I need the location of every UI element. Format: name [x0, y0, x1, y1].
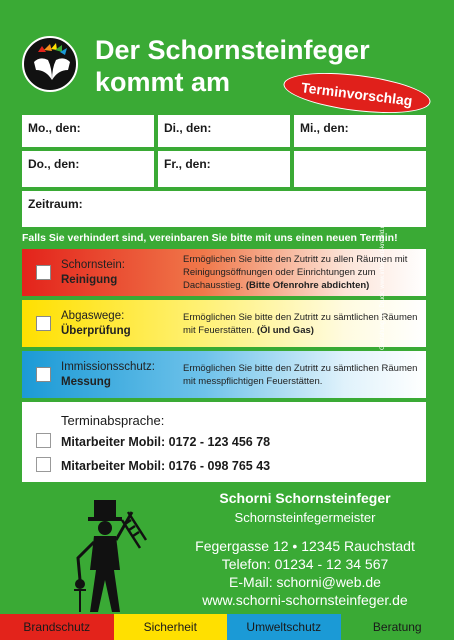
chimney-sweep-icon — [60, 500, 155, 615]
appointment-badge: Terminvorschlag — [281, 66, 432, 120]
mobile2-label: Mitarbeiter Mobil: 0176 - 098 765 43 — [61, 459, 271, 473]
guild-logo — [22, 36, 78, 92]
company-name: Schorni Schornsteinfeger — [219, 490, 391, 506]
page-title: Der Schornsteinfeger kommt am — [95, 35, 370, 97]
mobile1-label: Mitarbeiter Mobil: 0172 - 123 456 78 — [61, 435, 271, 449]
footer-safety: Sicherheit — [114, 614, 228, 640]
option-title: Schornstein: — [61, 258, 125, 271]
contact-title: Terminabsprache: — [61, 413, 165, 428]
option-title: Abgaswege: — [61, 309, 125, 322]
option-subtitle: Reinigung — [61, 273, 118, 286]
cleaning-checkbox[interactable] — [36, 265, 51, 280]
company-email[interactable]: E-Mail: schorni@web.de — [229, 574, 381, 590]
option-cleaning — [22, 249, 426, 296]
option-description: Ermöglichen Sie bitte den Zutritt zu allen Räumen mit Reinigungsöffnungen oder Einrichtungen zum Dachausstieg. (Bitte Ofenrohre abdichten) — [183, 254, 408, 291]
thursday-field[interactable]: Do., den: — [22, 151, 154, 187]
option-subtitle: Überprüfung — [61, 324, 131, 337]
option-title: Immissionsschutz: — [61, 360, 155, 373]
reschedule-notice: Falls Sie verhindert sind, vereinbaren Sie bitte mit uns einen neuen Termin! — [22, 232, 398, 244]
company-address: Fegergasse 12 • 12345 Rauchstadt — [195, 538, 415, 554]
monday-field[interactable]: Mo., den: — [22, 115, 154, 147]
company-website[interactable]: www.schorni-schornsteinfeger.de — [202, 592, 408, 608]
printer-credit: Gestaltung und Druck: www.infoscard-krefeld.de — [380, 221, 386, 350]
friday-field[interactable]: Fr., den: — [158, 151, 290, 187]
inspection-checkbox[interactable] — [36, 316, 51, 331]
footer-fire-protection: Brandschutz — [0, 614, 114, 640]
option-measurement — [22, 351, 426, 398]
mobile1-checkbox[interactable] — [36, 433, 51, 448]
appointment-contact — [22, 402, 426, 482]
period-field[interactable]: Zeitraum: — [22, 191, 426, 227]
option-description: Ermöglichen Sie bitte den Zutritt zu sämtlichen Räumen mit Feuerstätten. (Öl und Gas) — [183, 311, 418, 336]
company-subtitle: Schornsteinfegermeister — [234, 510, 376, 525]
tuesday-field[interactable]: Di., den: — [158, 115, 290, 147]
measurement-checkbox[interactable] — [36, 367, 51, 382]
option-subtitle: Messung — [61, 375, 111, 388]
footer-bar — [0, 614, 454, 640]
wednesday-field[interactable]: Mi., den: — [294, 115, 426, 147]
footer-environment: Umweltschutz — [227, 614, 341, 640]
option-inspection — [22, 300, 426, 347]
chimney-sweep-guild-icon — [24, 38, 80, 94]
option-description: Ermöglichen Sie bitte den Zutritt zu sämtlichen Räumen mit messpflichtigen Feuerstätten. — [183, 362, 418, 387]
mobile2-checkbox[interactable] — [36, 457, 51, 472]
empty-field[interactable] — [294, 151, 426, 187]
footer-consulting: Beratung — [341, 614, 454, 640]
company-phone: Telefon: 01234 - 12 34 567 — [221, 556, 389, 572]
